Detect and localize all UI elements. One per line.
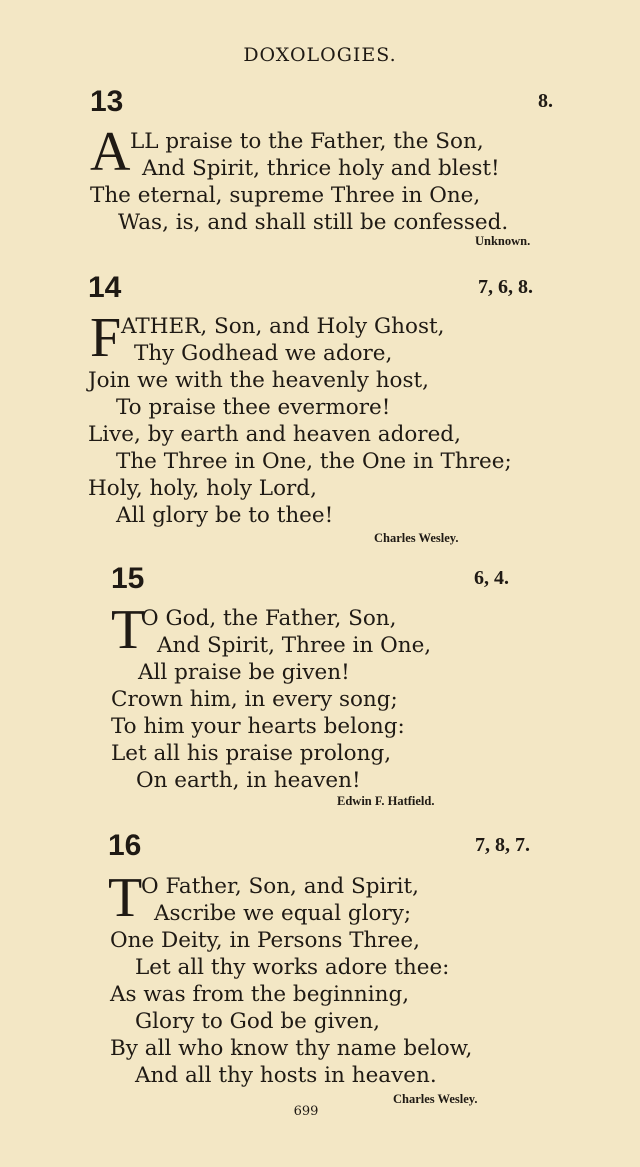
verse-line: All glory be to thee!: [116, 503, 334, 528]
verse-line: O Father, Son, and Spirit,: [141, 874, 419, 899]
drop-cap: F: [90, 307, 122, 369]
verse-line: To praise thee evermore!: [116, 395, 391, 420]
verse-line: To him your hearts belong:: [111, 714, 405, 739]
verse-line: Crown him, in every song;: [111, 687, 398, 712]
hymn-meter: 7, 6, 8.: [478, 276, 533, 298]
verse-line: Join we with the heavenly host,: [88, 368, 429, 393]
hymn-13: [90, 86, 570, 256]
verse-line: Glory to God be given,: [135, 1009, 380, 1034]
page-number: 699: [293, 1104, 319, 1119]
hymn-meter: 7, 8, 7.: [475, 834, 530, 856]
hymn-14: [88, 272, 568, 552]
hymn-number: 14: [88, 271, 122, 304]
verse-line: And Spirit, Three in One,: [157, 633, 432, 658]
verse-line: Live, by earth and heaven adored,: [88, 422, 461, 447]
hymn-author: Charles Wesley.: [393, 1092, 478, 1106]
verse-line: The eternal, supreme Three in One,: [90, 183, 481, 208]
verse-line: Let all his praise prolong,: [111, 741, 392, 766]
verse-line: And Spirit, thrice holy and blest!: [142, 156, 500, 181]
verse-line: By all who know thy name below,: [110, 1036, 473, 1061]
verse-line: ATHER, Son, and Holy Ghost,: [121, 314, 445, 339]
verse-line: Thy Godhead we adore,: [134, 341, 393, 366]
hymn-meter: 8.: [538, 90, 553, 112]
hymn-author: Charles Wesley.: [374, 531, 459, 545]
drop-cap: T: [108, 867, 143, 929]
verse-line: O God, the Father, Son,: [141, 606, 397, 631]
verse-line: Holy, holy, holy Lord,: [88, 476, 317, 501]
verse-line: Ascribe we equal glory;: [154, 901, 412, 926]
verse-line: On earth, in heaven!: [136, 768, 361, 793]
hymn-author: Edwin F. Hatfield.: [337, 794, 435, 808]
verse-line: One Deity, in Persons Three,: [110, 928, 420, 953]
verse-line: All praise be given!: [138, 660, 350, 685]
drop-cap: T: [111, 599, 146, 661]
verse-line: Was, is, and shall still be confessed.: [118, 210, 509, 235]
verse-line: The Three in One, the One in Three;: [116, 449, 512, 474]
verse-line: Let all thy works adore thee:: [135, 955, 450, 980]
hymn-number: 16: [108, 829, 142, 862]
hymn-number: 15: [111, 562, 145, 595]
hymn-meter: 6, 4.: [474, 567, 509, 589]
page-header: DOXOLOGIES.: [243, 44, 397, 66]
hymn-15: [111, 563, 541, 813]
hymn-16: [108, 830, 568, 1110]
hymn-author: Unknown.: [475, 234, 531, 248]
verse-line: As was from the beginning,: [110, 982, 410, 1007]
drop-cap: A: [90, 121, 131, 183]
verse-line: And all thy hosts in heaven.: [135, 1063, 437, 1088]
verse-line: LL praise to the Father, the Son,: [130, 129, 484, 154]
hymn-number: 13: [90, 85, 124, 118]
